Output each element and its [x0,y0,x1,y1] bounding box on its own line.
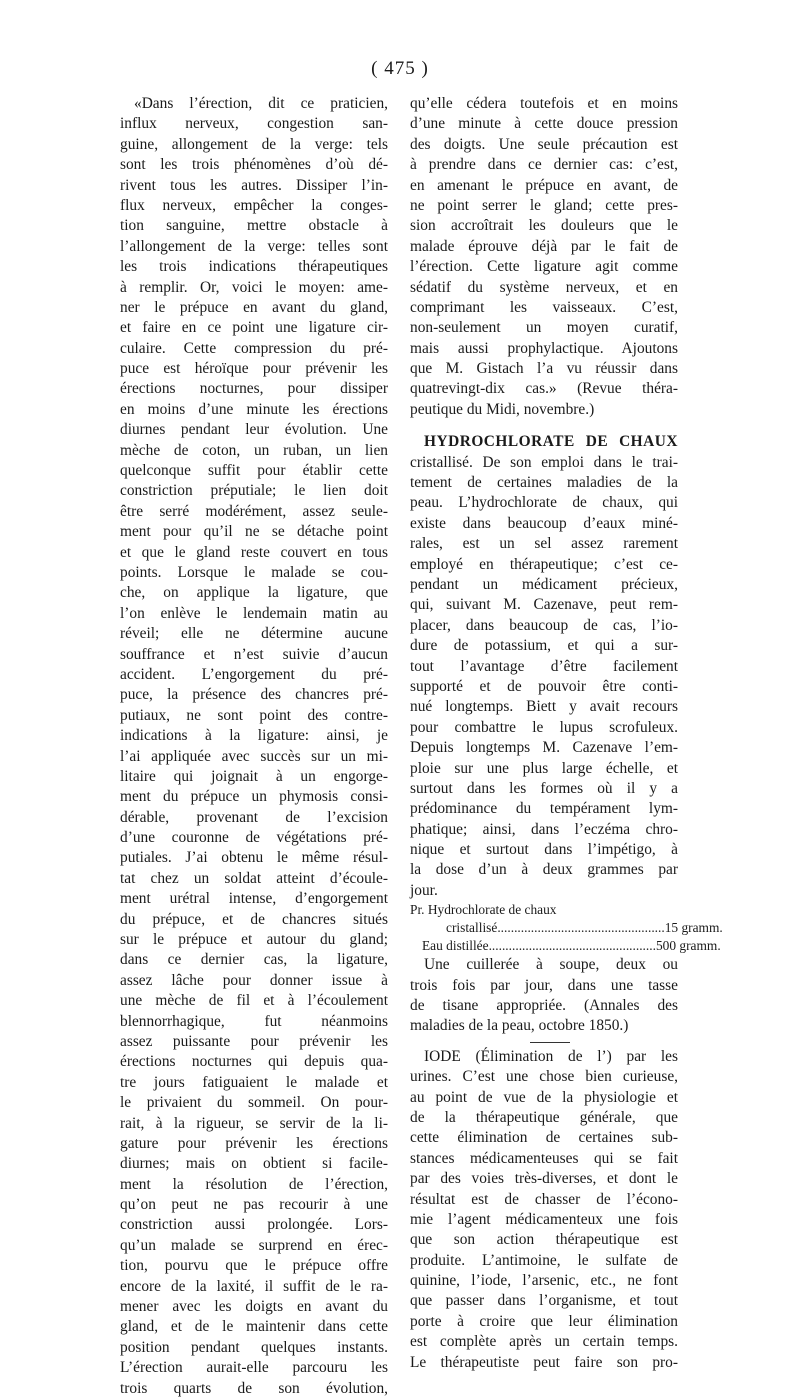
hydro-text-line: pour combattre le lupus scrofuleux. [410,718,678,736]
hydro-text-line: rales, est un sel assez rarement [410,535,678,553]
recipe-item-2 [410,937,721,955]
recipe-item-2-leader: .................................................. [488,938,656,954]
left-text-line: puce est héroïque pour prévenir les [120,360,388,378]
iode-text-line: porte à croire que leur élimination [410,1312,678,1330]
page-number: ( 475 ) [371,58,429,79]
hydro-text-line: jour. [410,881,438,899]
left-text-line: culaire. Cette compression du pré- [120,339,388,357]
iode-text-line: mie l’agent médicamenteux une fois [410,1210,678,1228]
right-text-line: l’érection. Cette ligature agit comme [410,258,678,276]
hydro-heading: HYDROCHLORATE DE CHAUX [424,433,678,451]
hydro-text-line: placer, dans beaucoup de cas, l’io- [410,616,678,634]
left-text-line: en moins d’une minute les érections [120,400,388,418]
hydro-text-line: tout l’avantage d’être facilement [410,657,678,675]
left-text-line: putiales. J’ai obtenu le même résul- [120,849,388,867]
left-text-line: dans ce dernier cas, la ligature, [120,951,388,969]
right-text-line: sion accroîtrait les douleurs que le [410,217,678,235]
section-separator [410,1037,678,1047]
left-text-line: ment du prépuce un phymosis consi- [120,788,388,806]
right-text-line: malade éprouve déjà par le fait de [410,237,678,255]
hydro-text-line: peau. L’hydrochlorate de chaux, qui [410,494,678,512]
iode-text-line: produite. L’antimoine, le sulfate de [410,1251,678,1269]
hydro-text-line: tement de certaines maladies de la [410,474,678,492]
hydro-text-line: la dose d’un à deux grammes par [410,861,678,879]
left-text-line: diurnes; mais on obtient si facile- [120,1155,388,1173]
iode-text-line: de la thérapeutique générale, que [410,1108,678,1126]
left-text-line: souffrance et n’est suivie d’aucun [120,645,388,663]
iode-text-line: IODE (Élimination de l’) par les [424,1047,678,1065]
left-text-line: et faire en ce point une ligature cir- [120,319,388,337]
hydro-text-line: nué longtemps. Biett y avait recours [410,698,678,716]
left-text-line: qu’on peut ne pas recourir à une [120,1196,388,1214]
recipe-item-1 [410,919,723,937]
left-text-line: rait, à la rigueur, se servir de la li- [120,1114,388,1132]
right-text-line: sédatif du système nerveux, et en [410,278,678,296]
left-text-line: influx nerveux, congestion san- [120,115,388,133]
left-text-line: constriction aussi prolongée. Lors- [120,1216,388,1234]
left-text-line: mèche de coton, un ruban, un lien [120,441,388,459]
recipe-item-1-leader: .................................................. [497,920,665,936]
hydro-text-line: surtout dans les formes où il y a [410,779,678,797]
right-text-line: non-seulement un moyen curatif, [410,319,678,337]
right-text-line: à prendre dans ce dernier cas: c’est, [410,156,678,174]
hydro-text-line: supporté et de pouvoir être conti- [410,677,678,695]
left-text-line: che, on applique la ligature, que [120,584,388,602]
left-text-line: constriction préputiale; le lien doit [120,482,388,500]
iode-text-line: que passer dans l’organisme, et tout [410,1292,678,1310]
left-text-line: tion, pourvu que le prépuce offre [120,1257,388,1275]
recipe-pr-text: Pr. Hydrochlorate de chaux [410,902,557,918]
left-text-line: à remplir. Or, voici le moyen: ame- [120,278,388,296]
left-text-line: guine, allongement de la verge: tels [120,135,388,153]
left-text-line: accident. L’engorgement du pré- [120,665,388,683]
iode-text-line: que son action thérapeutique est [410,1231,678,1249]
left-text-line: ner le prépuce en avant du gland, [120,298,388,316]
left-text-line: tre jours fatiguaient le malade et [120,1073,388,1091]
recipe-pr [410,901,678,919]
recipe-item-2-name: Eau distillée [422,938,489,954]
hydro-after-line: Une cuillerée à soupe, deux ou [424,956,678,974]
left-text-line: sont les trois phénomènes d’où dé- [120,156,388,174]
left-text-line: «Dans l’érection, dit ce praticien, [134,95,388,112]
left-text-line: ment pour qu’il ne se détache point [120,523,388,541]
left-text-line: puce, la présence des chancres pré- [120,686,388,704]
right-text-line: des doigts. Une seule précaution est [410,135,678,153]
recipe-item-1-name: cristallisé [446,920,498,936]
left-text-line: sur le prépuce et autour du gland; [120,931,388,949]
left-text-line: l’ai appliquée avec succès sur un mi- [120,747,388,765]
left-text-line: mener avec les doigts en avant du [120,1298,388,1316]
hydro-text-line: qui, suivant M. Cazenave, peut rem- [410,596,678,614]
hydro-text-line: dure de potassium, et qui a sur- [410,637,678,655]
left-text-line: position pendant quelques instants. [120,1338,388,1356]
left-text-line: tion sanguine, mettre obstacle à [120,217,388,235]
right-text-line: peutique du Midi, novembre.) [410,400,595,418]
right-text-line: mais aussi prophylactique. Ajoutons [410,339,678,357]
left-text-line: être serré modérément, assez seule- [120,502,388,520]
iode-text-line: au point de vue de la physiologie et [410,1088,678,1106]
left-text-line: réveil; elle ne détermine aucune [120,625,388,643]
left-text-line: tat chez un soldat atteint d’écoule- [120,869,388,887]
left-text-line: les trois indications thérapeutiques [120,258,388,276]
right-text-line: que M. Gistach l’a vu réussir dans [410,360,678,378]
hydro-text-line: nique et surtout dans l’impétigo, à [410,841,678,859]
hydro-text-line: employé en thérapeutique; c’est ce- [410,555,678,573]
left-text-line: flux nerveux, empêcher la conges- [120,196,388,214]
left-text-line: l’allongement de la verge: telles sont [120,237,388,255]
recipe-item-2-qty: 500 gramm. [655,938,721,954]
hydro-text-line: ploie sur une plus large échelle, et [410,759,678,777]
right-text-line: ne point serrer le gland; cette pres- [410,196,678,214]
left-text-line: rivent tous les autres. Dissiper l’in- [120,176,388,194]
left-text-line: gature pour prévenir les érections [120,1134,388,1152]
left-column [120,94,388,1399]
left-text-line: L’érection aurait-elle parcouru les [120,1359,388,1377]
hydro-heading-line [410,432,678,452]
left-text-line: le privaient du sommeil. On pour- [120,1094,388,1112]
iode-text-line: quinine, l’iode, l’arsenic, etc., ne font [410,1272,678,1290]
right-text-line: quatrevingt-dix cas.» (Revue théra- [410,380,678,398]
left-text-line: assez lâche pour donner issue à [120,971,388,989]
left-text-line: encore de la laxité, il suffit de le ra- [120,1277,388,1295]
left-text-line: diurnes pendant leur évolution. Une [120,421,388,439]
left-text-line: assez puissante pour prévenir les [120,1032,388,1050]
hydro-text-line: prédominance du tempérament lym- [410,800,678,818]
left-text-line: points. Lorsque le malade se cou- [120,563,388,581]
recipe-item-1-qty: 15 gramm. [664,920,723,936]
left-text-line: putiaux, ne sont point des contre- [120,706,388,724]
iode-text-line: par des voies très-diverses, et dont le [410,1170,678,1188]
iode-text-line: stances médicamenteuses qui se fait [410,1149,678,1167]
left-text-line: blennorrhagique, fut néanmoins [120,1012,388,1030]
left-text-line: et que le gland reste couvert en tous [120,543,388,561]
hydro-text-line: phatique; ainsi, dans l’eczéma chro- [410,820,678,838]
hydro-after-line: de tisane appropriée. (Annales des [410,997,678,1015]
left-text-line: qu’un malade se surprend en érec- [120,1236,388,1254]
left-text-line: du prépuce, et de chancres situés [120,910,388,928]
iode-text-line: résultat est de chasser de l’écono- [410,1190,678,1208]
right-text-line: en amenant le prépuce en avant, de [410,176,678,194]
left-text-line: une mèche de fil et à l’écoulement [120,992,388,1010]
right-text-line: d’une minute à cette douce pression [410,115,678,133]
hydro-text-line: cristallisé. De son emploi dans le trai- [410,453,678,471]
left-text-line: trois quarts de son évolution, [120,1379,388,1397]
hydro-text-line: pendant un médicament précieux, [410,575,678,593]
hydro-after-line: maladies de la peau, octobre 1850.) [410,1017,629,1035]
left-text-line: indications à la ligature: ainsi, je [120,727,388,745]
iode-text-line: cette élimination de certaines sub- [410,1129,678,1147]
left-text-line: ment urétral intense, d’engorgement [120,890,388,908]
hydro-text-line: Depuis longtemps M. Cazenave l’em- [410,739,678,757]
left-text-line: érections nocturnes qui depuis qua- [120,1053,388,1071]
right-text-line: comprimant les vaisseaux. C’est, [410,298,678,316]
iode-text-line: urines. C’est une chose bien curieuse, [410,1068,678,1086]
left-text-line: litaire qui joignait à un engorge- [120,767,388,785]
iode-text-line: Le thérapeutiste peut faire son pro- [410,1353,678,1371]
hydro-after-line: trois fois par jour, dans une tasse [410,976,678,994]
left-text-line: ment la résolution de l’érection, [120,1175,388,1193]
left-text-line: dérable, provenant de l’excision [120,808,388,826]
left-text-line: d’une couronne de végétations pré- [120,829,388,847]
left-text-line: gland, et de le maintenir dans cette [120,1318,388,1336]
right-text-line: qu’elle cédera toutefois et en moins [410,95,678,112]
left-text-line: l’on enlève le lendemain matin au [120,604,388,622]
left-text-line: quelconque suffit pour établir cette [120,462,388,480]
hydro-text-line: existe dans beaucoup d’eaux miné- [410,514,678,532]
right-column [410,94,723,1373]
iode-text-line: est complète après un certain temps. [410,1333,678,1351]
left-text-line: érections nocturnes, pour dissiper [120,380,388,398]
